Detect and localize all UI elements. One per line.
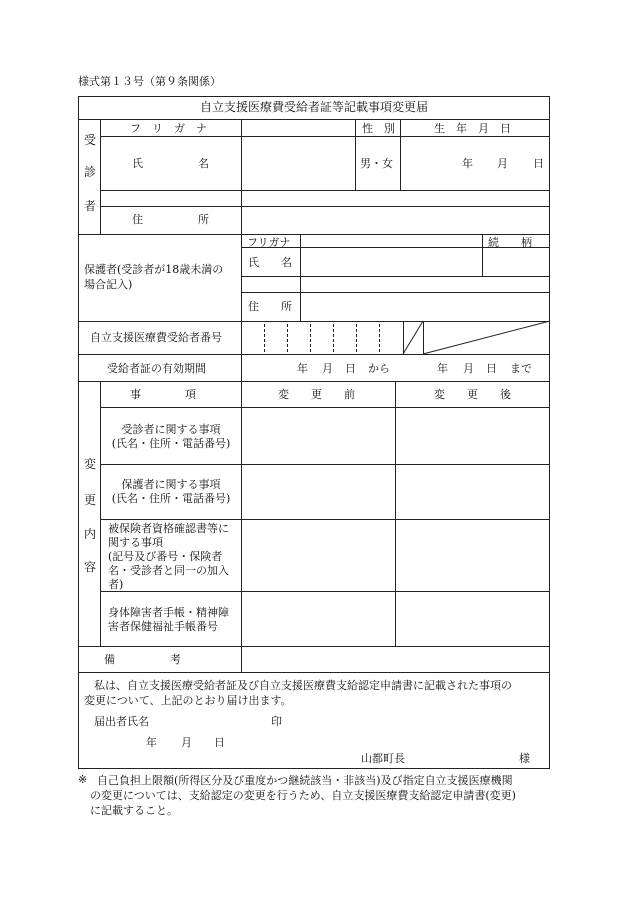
validity-to-year: 年 <box>437 362 448 375</box>
insurance-change-after-input[interactable] <box>396 520 549 591</box>
guardian-relation-label: 続 柄 <box>488 236 532 249</box>
changes-header-item: 事 項 <box>130 388 196 401</box>
patient-change-before-input[interactable] <box>242 408 395 464</box>
applicant-name-input[interactable] <box>150 712 265 730</box>
remarks-input[interactable] <box>242 647 549 672</box>
form-number: 様式第１３号（第９条関係） <box>78 75 221 88</box>
patient-birth-day: 日 <box>533 157 544 170</box>
changes-row-handbook: 身体障害者手帳・精神障 害者保健福祉手帳番号 <box>108 606 229 633</box>
patient-birth-year: 年 <box>462 157 473 170</box>
footnote-mark: ※ <box>78 773 88 786</box>
footnote-line1: 自己負担上限額(所得区分及び重度かつ継続該当・非該当)及び指定自立支援医療機関 <box>97 774 513 787</box>
patient-gender-label: 性 別 <box>362 122 395 135</box>
footnote-line3: に記載すること。 <box>90 804 178 817</box>
form-title: 自立支援医療費受給者証等記載事項変更届 <box>199 100 428 114</box>
footnote <box>78 773 558 818</box>
validity-from-month: 月 <box>322 362 333 375</box>
patient-section-label-2: 診 <box>84 165 97 179</box>
guardian-furigana-label: フリガナ <box>247 236 291 249</box>
seal-mark: 印 <box>271 715 282 728</box>
patient-name-label: 氏 名 <box>132 157 209 170</box>
patient-address-input[interactable] <box>242 207 549 234</box>
guardian-address-input[interactable] <box>301 293 549 321</box>
changes-header-before: 変 更 前 <box>278 388 355 401</box>
patient-gender-value[interactable]: 男・女 <box>360 157 393 170</box>
patient-section-label-1: 受 <box>84 133 97 147</box>
changes-section-label-1: 変 <box>84 457 97 471</box>
certificate-number-input[interactable] <box>242 322 403 354</box>
validity-from-day: 日 <box>345 362 356 375</box>
changes-row-patient: 受診者に関する事項 (氏名・住所・電話番号) <box>111 423 231 450</box>
guardian-address-label: 住 所 <box>248 300 292 313</box>
declaration-date-year: 年 <box>146 736 157 749</box>
changes-row-guardian: 保護者に関する事項 (氏名・住所・電話番号) <box>111 478 231 505</box>
patient-birth-label: 生 年 月 日 <box>434 122 511 135</box>
changes-row-insurance: 被保険者資格確認書等に 関する事項 (記号及び番号・保険者 名・受診者と同一の加入 者) <box>108 522 229 591</box>
guardian-label-line2: 場合記入) <box>84 278 133 291</box>
declaration-date-day: 日 <box>214 736 225 749</box>
patient-birth-month: 月 <box>497 157 508 170</box>
addressee-honorific: 様 <box>519 752 530 765</box>
certificate-number-label: 自立支援医療費受給者番号 <box>90 331 222 344</box>
declaration-date-month: 月 <box>181 736 192 749</box>
guardian-change-before-input[interactable] <box>242 465 395 519</box>
changes-section-label-4: 容 <box>84 560 97 574</box>
changes-header-after: 変 更 後 <box>434 388 511 401</box>
patient-address-label: 住 所 <box>132 213 209 226</box>
validity-to-word: まで <box>510 362 532 375</box>
declaration-line1: 私は、自立支援医療受給者証及び自立支援医療費支給認定申請書に記載された事項の <box>94 679 512 692</box>
handbook-change-after-input[interactable] <box>396 592 549 646</box>
validity-label: 受給者証の有効期間 <box>107 362 206 375</box>
validity-from-word: から <box>368 362 390 375</box>
changes-section-label-2: 更 <box>84 493 97 507</box>
validity-from-year: 年 <box>297 362 308 375</box>
applicant-name-label: 届出者氏名 <box>94 715 149 728</box>
remarks-label: 備 考 <box>104 653 181 666</box>
insurance-change-before-input[interactable] <box>242 520 395 591</box>
patient-change-after-input[interactable] <box>396 408 549 464</box>
changes-section-label-3: 内 <box>84 527 97 541</box>
footnote-line2: の変更については、支給認定の変更を行うため、自立支援医療費支給認定申請書(変更) <box>90 789 516 802</box>
patient-furigana-label: フ リ ガ ナ <box>130 122 207 135</box>
guardian-change-after-input[interactable] <box>396 465 549 519</box>
patient-name-input[interactable] <box>242 137 355 190</box>
guardian-label-line1: 保護者(受診者が18歳未満の <box>84 263 224 276</box>
patient-section-label-3: 者 <box>84 199 97 213</box>
guardian-name-input[interactable] <box>301 248 482 276</box>
declaration-line2: 変更について、上記のとおり届け出ます。 <box>84 694 292 707</box>
handbook-change-before-input[interactable] <box>242 592 395 646</box>
validity-to-day: 日 <box>486 362 497 375</box>
addressee: 山都町長 <box>361 752 405 765</box>
validity-to-month: 月 <box>463 362 474 375</box>
guardian-name-label: 氏 名 <box>248 256 292 269</box>
